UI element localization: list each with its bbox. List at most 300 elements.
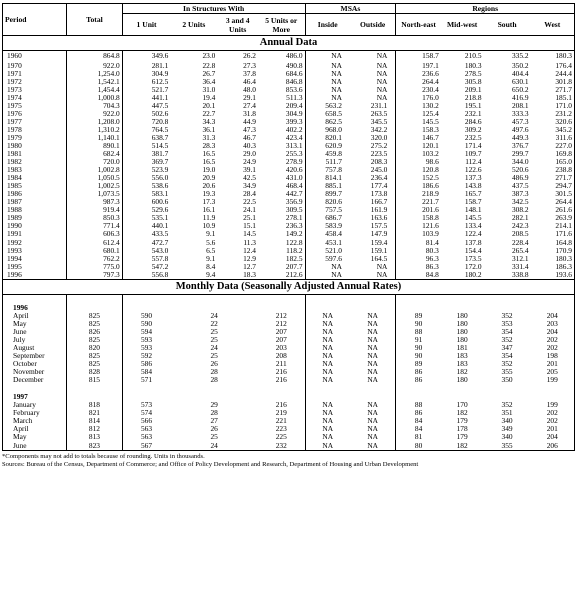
value-cell: NA [376,85,388,94]
value-cell: 821 [67,409,123,417]
value-cell: 232 [275,441,287,450]
month-cell: November [13,368,45,377]
value-cell: 278.1 [285,214,303,223]
value-cell: 757.8 [305,166,350,174]
value-cell: 181 [456,344,468,352]
value-cell: 25 [210,327,218,336]
value-cell: 180 [456,327,468,336]
month-cell: April [13,311,29,320]
value-cell: 567 [122,442,170,451]
value-cell: 606.3 [67,230,123,238]
value-cell: 176.0 [396,94,441,102]
value-cell: 304.9 [285,109,303,118]
value-cell: NA [305,376,350,384]
annual-row [3,239,575,247]
value-cell: 183 [456,352,468,361]
value-cell: 158.7 [396,51,441,62]
period-cell: 1993 [7,246,22,255]
value-cell: 538.6 [122,182,170,190]
value-cell: 563 [122,425,170,433]
value-cell: 182 [456,368,468,377]
value-cell: 350.2 [511,61,529,70]
value-cell: 320.6 [555,117,572,126]
monthly-row [3,360,575,368]
value-cell: 301.8 [555,77,572,86]
value-cell: 24 [210,441,218,450]
value-cell: NA [305,352,350,360]
value-cell: 180 [456,319,468,328]
value-cell: 331.4 [511,262,529,271]
value-cell: 402.2 [285,125,303,134]
value-cell: 825 [67,320,123,328]
value-cell: 284.6 [464,117,482,126]
period-cell: 1992 [7,238,22,247]
value-cell: 201.6 [396,206,441,214]
value-cell: 24.1 [243,206,256,215]
value-cell: 28 [210,368,218,377]
period-cell: 1984 [7,174,22,183]
value-cell: 355 [501,441,513,450]
value-cell: 345.5 [370,117,388,126]
value-cell: 118.2 [286,246,303,255]
value-cell: 556.0 [122,174,170,182]
value-cell: NA [305,328,350,336]
value-cell: 529.6 [122,206,170,214]
value-cell: 26.7 [202,69,216,78]
value-cell: 180 [456,376,468,385]
value-cell: 511.7 [305,158,350,166]
value-cell: 818 [67,401,123,409]
value-cell: 120.8 [396,166,441,174]
value-cell: 420.6 [285,166,303,175]
value-cell: 149.2 [285,230,303,239]
value-cell: 820.1 [305,134,350,142]
value-cell: 590 [122,312,170,320]
value-cell: 34.3 [202,117,216,126]
value-cell: NA [305,425,350,433]
value-cell: 223.5 [370,150,388,159]
period-cell: 1991 [7,230,22,239]
value-cell: 347 [501,344,513,352]
value-cell: 294.7 [555,182,572,191]
month-cell: June [13,327,27,336]
value-cell: 1,073.5 [67,190,123,198]
value-cell: 143.8 [464,182,482,191]
value-cell: 255.3 [285,150,303,159]
value-cell: 26 [210,425,218,434]
value-cell: 40.3 [243,141,256,150]
value-cell: 201 [546,425,558,434]
value-cell: 145.5 [396,118,441,126]
value-cell: 16.5 [202,150,216,159]
annual-row [3,190,575,198]
value-cell: 899.7 [305,190,350,198]
value-cell: 158.7 [464,198,482,207]
value-cell: 352 [501,311,513,320]
value-cell: 543.0 [122,247,170,255]
value-cell: 31.8 [243,109,256,118]
value-cell: 212 [275,311,287,320]
value-cell: 218.8 [464,93,482,102]
value-cell: 209.4 [285,101,303,110]
value-cell: 680.1 [67,247,123,255]
housing-table-page [2,3,575,469]
value-cell: NA [376,270,388,279]
value-cell: NA [367,335,378,344]
value-cell: 125.4 [396,110,441,118]
period-cell: 1970 [7,61,22,70]
value-cell: NA [305,417,350,425]
value-cell: 547.2 [122,263,170,271]
value-cell: 159.4 [370,238,388,247]
value-cell: 520.6 [511,166,529,175]
value-cell: 1,454.4 [67,86,123,94]
value-cell: NA [305,368,350,376]
value-cell: 202 [546,335,558,344]
value-cell: 20.6 [202,182,216,191]
value-cell: 37.8 [243,69,256,78]
value-cell: 202 [546,344,558,352]
annual-banner [3,36,575,51]
value-cell: 183 [456,360,468,369]
annual-row [3,70,575,78]
value-cell: 431.0 [285,174,303,183]
value-cell: 338.8 [511,270,529,279]
value-cell: 210.5 [464,51,482,61]
value-cell: 244.4 [555,69,572,78]
value-cell: 523.9 [122,166,170,174]
value-cell: 86 [396,409,441,417]
value-cell: 5.6 [206,238,216,247]
value-cell: NA [367,425,378,434]
value-cell: 762.2 [67,255,123,263]
value-cell: 47.3 [243,125,256,134]
value-cell: 574 [122,409,170,417]
value-cell: 230.4 [396,86,441,94]
value-cell: 433.5 [122,230,170,238]
value-cell: 122.8 [285,238,303,247]
value-cell: 86 [396,368,441,376]
value-cell: 11.9 [202,214,216,223]
value-cell: 344.0 [511,158,529,167]
value-cell: 207 [275,327,287,336]
value-cell: 597.6 [305,255,350,263]
value-cell: 313.1 [285,141,303,150]
value-cell: 157.5 [370,222,388,231]
value-cell: 203 [275,344,287,352]
value-cell: 352 [501,360,513,369]
period-cell: 1994 [7,254,22,263]
annual-row [3,126,575,134]
value-cell: 820 [67,344,123,352]
value-cell: 812 [67,425,123,433]
value-cell: 350 [501,376,513,385]
value-cell: 228.4 [511,238,529,247]
value-cell: 885.1 [305,182,350,190]
annual-row [3,134,575,142]
annual-row [3,118,575,126]
monthly-row [3,442,575,451]
value-cell: 261.6 [555,206,572,215]
value-cell: NA [305,433,350,441]
value-cell: 133.4 [464,222,482,231]
annual-row [3,51,575,62]
value-cell: 29 [210,401,218,410]
value-cell: 583.9 [305,222,350,230]
value-cell: 922.0 [67,62,123,70]
value-cell: 171.0 [555,101,572,110]
value-cell: 24.9 [243,158,256,167]
value-cell: 311.6 [555,133,572,142]
five-or-more-header: 5 Units or More [258,14,305,36]
annual-data-title: Annual Data [3,36,575,51]
year-row [3,304,575,312]
value-cell: 180.3 [555,254,572,263]
annual-row [3,206,575,214]
regions-header: Regions [396,4,575,14]
value-cell: 130.2 [396,102,441,110]
value-cell: 80 [396,442,441,451]
value-cell: 720.8 [122,118,170,126]
value-cell: 214.1 [555,222,572,231]
period-cell: 1977 [7,117,22,126]
table-header [3,4,575,36]
value-cell: 594 [122,328,170,336]
monthly-data-section [3,279,575,450]
value-cell: 206 [546,441,558,450]
period-cell: 1995 [7,262,22,271]
value-cell: 275.2 [370,141,388,150]
value-cell: 179 [456,433,468,442]
value-cell: 590 [122,320,170,328]
value-cell: 28 [210,376,218,385]
value-cell: 846.8 [285,77,303,86]
value-cell: 757.5 [305,206,350,214]
value-cell: 98.6 [396,158,441,166]
value-cell: 186.3 [555,262,572,271]
value-cell: 19.4 [202,93,216,102]
monthly-row [3,401,575,409]
value-cell: 231.2 [555,109,572,118]
value-cell: 825 [67,312,123,320]
value-cell: 199 [546,376,558,385]
value-cell: 173.8 [370,190,388,199]
value-cell: NA [367,368,378,377]
value-cell: 96.3 [396,255,441,263]
value-cell: 147.9 [370,230,388,239]
value-cell: 25.1 [243,214,256,223]
value-cell: 208.3 [370,158,388,167]
value-cell: 22.5 [243,198,256,207]
value-cell: 212 [275,319,287,328]
value-cell: 1,310.2 [67,126,123,134]
value-cell: 86 [396,376,441,384]
value-cell: 36.1 [202,125,216,134]
value-cell: 584 [122,368,170,376]
value-cell: 39.1 [243,166,256,175]
value-cell: 122.6 [464,166,482,175]
value-cell: NA [367,327,378,336]
value-cell: 658.5 [305,110,350,118]
period-cell: 1960 [7,51,22,61]
value-cell: 12.4 [243,246,256,255]
value-cell: 797.3 [67,271,123,280]
value-cell: 571 [122,376,170,384]
annual-row [3,214,575,222]
value-cell: 263.9 [555,214,572,223]
value-cell: 216 [275,401,287,410]
value-cell: 1,254.0 [67,70,123,78]
value-cell: 355 [501,368,513,377]
value-cell: 48.0 [243,85,256,94]
value-cell: 211 [275,360,287,369]
period-cell: 1971 [7,69,22,78]
annual-data-section [3,36,575,280]
value-cell: NA [367,360,378,369]
value-cell: 278.9 [285,158,303,167]
value-cell: NA [305,94,350,102]
value-cell: 178 [456,425,468,434]
value-cell: 36.4 [202,77,216,86]
value-cell: 16.1 [202,206,216,215]
value-cell: 245.0 [370,166,388,175]
value-cell: 120.1 [396,142,441,150]
value-cell: 180.3 [464,61,482,70]
northeast-header: North-east [396,14,441,36]
value-cell: 612.5 [122,78,170,86]
value-cell: 236.4 [370,174,388,183]
value-cell: 556.8 [122,271,170,280]
value-cell: 242.3 [511,222,529,231]
value-cell: 177.4 [370,182,388,191]
value-cell: 354 [501,352,513,361]
value-cell: 416.9 [511,93,529,102]
value-cell: 22.7 [202,109,216,118]
value-cell: 351 [501,409,513,418]
value-cell: 158.8 [396,214,441,222]
value-cell: 356.9 [285,198,303,207]
value-cell: 22 [210,319,218,328]
value-cell: 1,002.8 [67,166,123,174]
value-cell: 320.0 [370,133,388,142]
value-cell: 186.6 [396,182,441,190]
value-cell: 28 [210,409,218,418]
value-cell: 472.7 [122,239,170,247]
value-cell: 231.1 [370,101,388,110]
value-cell: 6.5 [206,246,216,255]
value-cell: 225 [275,433,287,442]
value-cell: 19.3 [202,190,216,199]
value-cell: NA [367,376,378,385]
value-cell: 583.1 [122,190,170,198]
annual-row [3,263,575,271]
value-cell: 684.6 [285,69,303,78]
value-cell: 1,050.5 [67,174,123,182]
period-header: Period [3,4,67,36]
value-cell: 333.3 [511,109,529,118]
month-cell: May [13,319,27,328]
value-cell: 29.0 [243,150,256,159]
value-cell: 219 [275,409,287,418]
value-cell: 169.8 [555,150,572,159]
value-cell: 352 [501,335,513,344]
value-cell: 850.3 [67,214,123,222]
value-cell: 381.7 [122,150,170,158]
period-cell: 1982 [7,158,22,167]
value-cell: NA [367,409,378,418]
value-cell: 26.2 [243,51,256,61]
value-cell: 137.3 [464,174,482,183]
year-label: 1997 [13,393,28,402]
value-cell: 197.1 [396,62,441,70]
value-cell: NA [376,93,388,102]
value-cell: 81 [396,433,441,441]
value-cell: 449.3 [511,133,529,142]
value-cell: 28.4 [243,190,256,199]
value-cell: 207.7 [285,262,303,271]
monthly-row [3,328,575,336]
value-cell: 399.3 [285,117,303,126]
value-cell: 514.5 [122,142,170,150]
value-cell: 682.4 [67,150,123,158]
value-cell: NA [305,344,350,352]
value-cell: 179 [456,417,468,426]
value-cell: 27.3 [243,61,256,70]
value-cell: 11.3 [243,238,256,247]
value-cell: 161.9 [370,206,388,215]
value-cell: 612.4 [67,239,123,247]
value-cell: 593 [122,336,170,344]
annual-row [3,222,575,230]
period-cell: 1987 [7,198,22,207]
value-cell: 490.8 [285,61,303,70]
value-cell: 146.7 [396,134,441,142]
value-cell: 17.3 [202,198,216,207]
value-cell: 88 [396,401,441,409]
value-cell: 521.7 [122,86,170,94]
value-cell: 236.6 [396,70,441,78]
value-cell: 201 [546,360,558,369]
value-cell: NA [305,51,350,62]
value-cell: 25 [210,433,218,442]
west-header: West [531,14,575,36]
year-label: 1996 [13,303,28,312]
value-cell: 198 [546,352,558,361]
value-cell: 22.8 [202,61,216,70]
value-cell: 263.5 [370,109,388,118]
value-cell: NA [305,409,350,417]
value-cell: 182 [456,441,468,450]
spacer-row [3,294,575,304]
value-cell: 165.7 [464,190,482,199]
value-cell: 968.0 [305,126,350,134]
value-cell: 592 [122,352,170,360]
month-cell: October [13,360,37,369]
value-cell: 820.6 [305,198,350,206]
value-cell: 204 [546,433,558,442]
value-cell: 182.5 [285,254,303,263]
value-cell: 27 [210,417,218,426]
value-cell: 218.9 [396,190,441,198]
value-cell: 345.2 [555,125,572,134]
value-cell: 171.6 [555,230,572,239]
value-cell: 828 [67,368,123,376]
value-cell: 195.1 [464,101,482,110]
value-cell: 304.9 [122,70,170,78]
value-cell: 202 [546,409,558,418]
value-cell: 232.5 [464,133,482,142]
value-cell: 264.4 [555,198,572,207]
